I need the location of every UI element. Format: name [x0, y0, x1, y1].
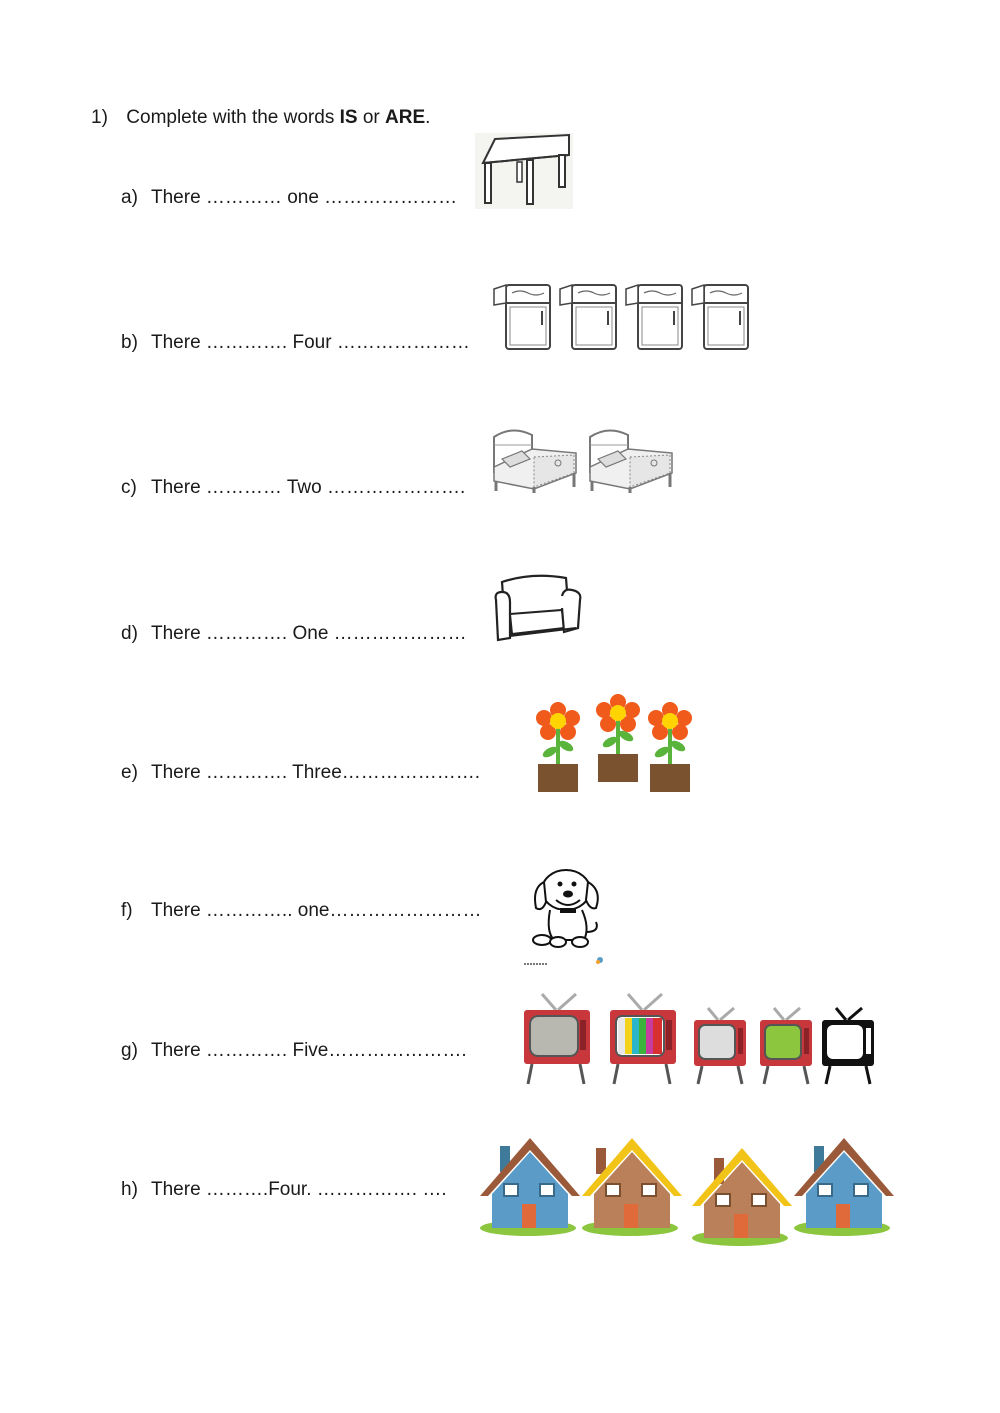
item-label: c): [121, 477, 137, 498]
television-icon: [694, 1008, 746, 1084]
armchair-picture: [492, 570, 584, 644]
table-picture: [475, 133, 573, 209]
armchair-icon: [492, 570, 584, 644]
item-label: b): [121, 332, 138, 353]
item-label: g): [121, 1040, 138, 1061]
exercise-item-f[interactable]: [121, 900, 481, 922]
question-number: 1): [91, 107, 108, 128]
television-icon: [822, 1008, 874, 1084]
flower-pot-icon: [648, 702, 692, 792]
house-icon: [794, 1138, 894, 1236]
item-label: e): [121, 762, 138, 783]
flower-pot-icon: [596, 694, 640, 782]
item-sentence: There ………… Two ………………….: [151, 477, 466, 498]
table-icon: [475, 133, 573, 209]
instruction-text: Complete with the words: [126, 107, 335, 128]
instruction: [91, 107, 430, 129]
instruction-period: .: [425, 107, 431, 128]
exercise-item-b[interactable]: [121, 332, 470, 354]
item-sentence: There ………… one …………………: [151, 187, 458, 208]
item-label: f): [121, 900, 133, 921]
flower-pictures: [532, 694, 696, 794]
exercise-item-c[interactable]: [121, 477, 465, 499]
bed-icon: [590, 430, 672, 493]
fridge-icon: [560, 285, 616, 349]
item-label: a): [121, 187, 138, 208]
house-icon: [692, 1148, 792, 1246]
television-icon: [760, 1008, 812, 1084]
exercise-item-a[interactable]: [121, 187, 457, 209]
television-pictures: [522, 990, 880, 1088]
exercise-item-h[interactable]: [121, 1179, 447, 1201]
item-sentence: There …………. Three………………….: [151, 762, 481, 783]
word-is: IS: [339, 107, 358, 128]
exercise-item-g[interactable]: [121, 1040, 467, 1062]
item-sentence: There …………. One …………………: [151, 623, 467, 644]
item-label: d): [121, 623, 138, 644]
item-label: h): [121, 1179, 138, 1200]
item-sentence: There ………….. one……………………: [151, 900, 482, 921]
flower-pot-icon: [536, 702, 580, 792]
word-are: ARE: [385, 107, 426, 128]
dog-icon: [520, 862, 610, 970]
fridge-icon: [494, 285, 550, 349]
house-icon: [480, 1138, 580, 1236]
house-pictures: [478, 1134, 898, 1246]
bed-icon: [494, 430, 576, 493]
instruction-or: or: [362, 107, 380, 128]
item-sentence: There ……….Four. ……………. ….: [151, 1179, 447, 1200]
fridge-icon: [692, 285, 748, 349]
exercise-item-d[interactable]: [121, 623, 467, 645]
item-sentence: There …………. Five………………….: [151, 1040, 467, 1061]
fridge-pictures: [492, 281, 752, 353]
television-icon: [610, 994, 676, 1084]
bed-pictures: [488, 423, 678, 495]
television-icon: [524, 994, 590, 1084]
fridge-icon: [626, 285, 682, 349]
house-icon: [582, 1138, 682, 1236]
dog-picture: [520, 862, 610, 970]
item-sentence: There …………. Four …………………: [151, 332, 470, 353]
exercise-item-e[interactable]: [121, 762, 480, 784]
